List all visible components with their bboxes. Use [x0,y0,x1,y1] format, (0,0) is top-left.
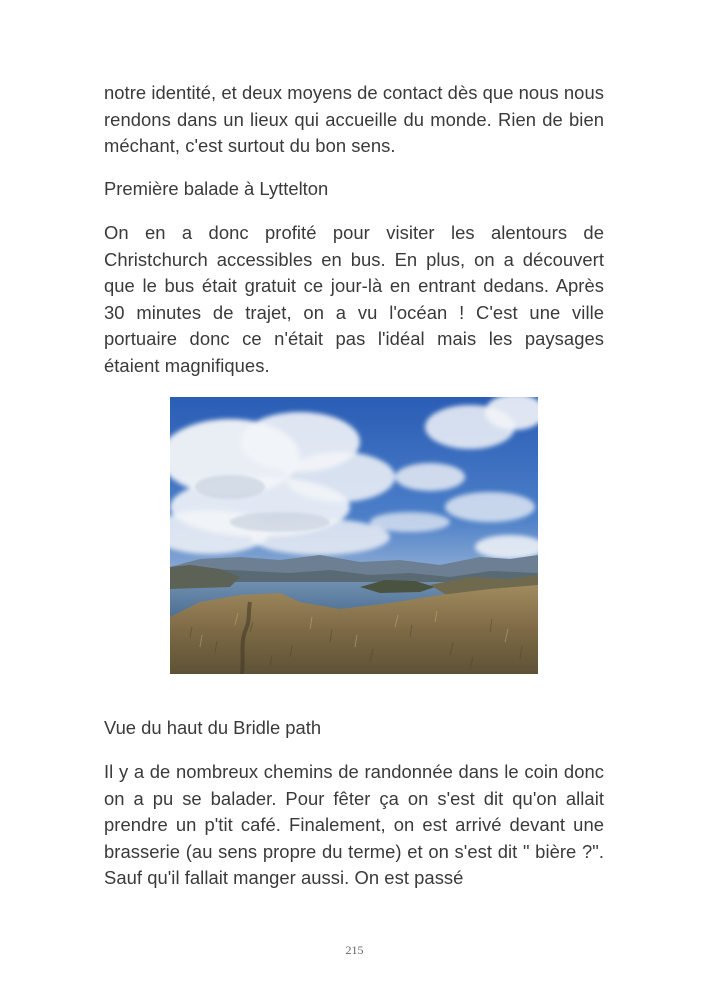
paragraph-lyttelton: On en a donc profité pour visiter les alentours de Christchurch accessibles en bus. En plus, on a découvert que le bus était gratuit ce jour-là en entrant dedans. Après 30 minutes de trajet, on a vu l'océan ! C'est une ville portuaire donc ce n'était pas l'idéal mais les paysages étaient magnifiques. [104,222,604,376]
landscape-photo [170,397,538,674]
paragraph-intro-continuation: notre identité, et deux moyens de contact dès que nous nous rendons dans un lieux qui accueille du monde. Rien de bien méchant, c'est surtout du bon sens. [104,82,604,157]
heading-photo-caption: Vue du haut du Bridle path [104,717,322,738]
page-number: 215 [345,943,364,957]
paragraph-bridle-path: Il y a de nombreux chemins de randonnée dans le coin donc on a pu se balader. Pour fêter ça on s'est dit qu'on allait prendre un p'tit café. Finalement, on est arrivé devant une brasserie (au sens propre du terme) et on s'est dit " bière ?". Sauf qu'il fallait manger aussi. On est passé [104,761,604,889]
heading-first-walk: Première balade à Lyttelton [104,178,329,199]
